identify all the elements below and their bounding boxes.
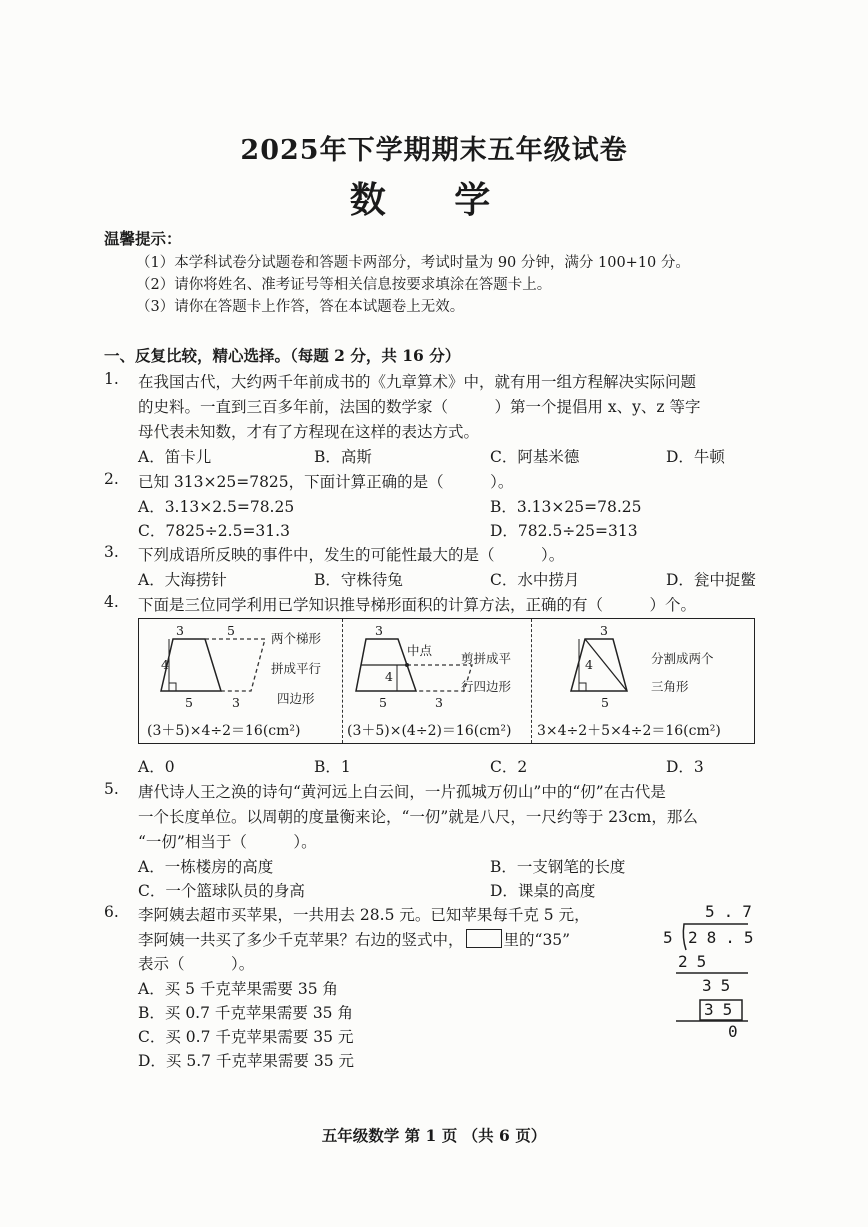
- question-text: “一仞”相当于（ ）。: [138, 833, 317, 851]
- remainder: 0: [728, 1022, 747, 1041]
- option-b: B．守株待兔: [314, 571, 403, 589]
- dividend: 28.5: [688, 928, 763, 947]
- question-text: 已知 313×25=7825，下面计算正确的是（ ）。: [138, 473, 514, 491]
- option-b: B．1: [314, 758, 351, 776]
- question-text: 一个长度单位。以周朝的度量衡来论，“一仞”就是八尺，一尺约等于 23cm，那么: [138, 808, 698, 826]
- caption-line: 四边形: [277, 691, 315, 706]
- dimension-label: 5: [601, 695, 609, 710]
- dimension-label: 4: [385, 669, 393, 684]
- option-b: B．3.13×25=78.25: [490, 498, 642, 516]
- option-d: D．782.5÷25=313: [490, 522, 638, 540]
- option-a: A．3.13×2.5=78.25: [138, 498, 295, 516]
- question-text: 李阿姨一共买了多少千克苹果？右边的竖式中， 里的“35”: [138, 931, 571, 949]
- question-text: 的史料。一直到三百多年前，法国的数学家（ ）第一个提倡用 x、y、z 等字: [138, 398, 701, 416]
- question-number: 4.: [104, 593, 119, 611]
- option-b: B．一支钢笔的长度: [490, 858, 626, 876]
- question-text: 李阿姨去超市买苹果，一共用去 28.5 元。已知苹果每千克 5 元，: [138, 906, 590, 924]
- notice-item-3: （3）请你在答题卡上作答，答在本试题卷上无效。: [136, 299, 465, 315]
- question-text: 下面是三位同学利用已学知识推导梯形面积的计算方法，正确的有（ ）个。: [138, 596, 697, 614]
- dimension-label: 3: [232, 695, 240, 710]
- option-a: A．笛卡儿: [138, 448, 212, 466]
- option-b: B．高斯: [314, 448, 372, 466]
- highlight-box: [466, 929, 502, 948]
- subtract-step: 35: [702, 976, 740, 995]
- subject-title: 数 学: [349, 179, 519, 221]
- option-c: C．买 0.7 千克苹果需要 35 元: [138, 1028, 354, 1046]
- question-number: 2.: [104, 470, 119, 488]
- option-a: A．买 5 千克苹果需要 35 角: [138, 980, 338, 998]
- exam-title: 2025年下学期期末五年级试卷: [240, 135, 628, 166]
- option-c: C．水中捞月: [490, 571, 580, 589]
- option-b: B．买 0.7 千克苹果需要 35 角: [138, 1004, 353, 1022]
- option-d: D．瓮中捉鳖: [666, 571, 756, 589]
- question-number: 5.: [104, 780, 119, 798]
- formula: (3＋5)×(4÷2)＝16(cm²): [347, 723, 512, 739]
- option-c: C．阿基米德: [490, 448, 580, 466]
- caption-line: 分割成两个: [651, 651, 714, 666]
- notice-heading: 温馨提示：: [104, 229, 182, 248]
- dimension-label: 5: [227, 623, 235, 638]
- caption-line: 剪拼成平: [461, 651, 512, 666]
- option-d: D．牛顿: [666, 448, 725, 466]
- dimension-label: 4: [161, 657, 169, 672]
- dimension-label: 3: [600, 623, 608, 638]
- dimension-label: 5: [185, 695, 193, 710]
- option-d: D．课桌的高度: [490, 882, 596, 900]
- notice-item-2: （2）请你将姓名、准考证号等相关信息按要求填涂在答题卡上。: [136, 277, 552, 293]
- page-footer: 五年级数学 第 1 页 （共 6 页）: [321, 1126, 547, 1145]
- section-heading: 一、反复比较，精心选择。（每题 2 分，共 16 分）: [104, 346, 461, 365]
- dimension-label: 4: [585, 657, 593, 672]
- option-a: A．一栋楼房的高度: [138, 858, 274, 876]
- dimension-label: 5: [379, 695, 387, 710]
- highlighted-step: 35: [704, 1000, 742, 1019]
- formula: (3＋5)×4÷2＝16(cm²): [147, 723, 301, 739]
- dimension-label: 3: [176, 623, 184, 638]
- question-text: 在我国古代，大约两千年前成书的《九章算术》中，就有用一组方程解决实际问题: [138, 373, 697, 391]
- caption-line: 三角形: [651, 679, 689, 694]
- caption-line: 两个梯形: [271, 631, 322, 646]
- quotient: 5.7: [705, 902, 761, 921]
- dimension-label: 3: [435, 695, 443, 710]
- trapezoid-figure: [138, 618, 755, 744]
- option-c: C．一个篮球队员的身高: [138, 882, 305, 900]
- subtract-step: 25: [678, 952, 716, 971]
- caption-line: 拼成平行: [271, 661, 322, 676]
- option-d: D．买 5.7 千克苹果需要 35 元: [138, 1052, 355, 1070]
- option-c: C．7825÷2.5=31.3: [138, 522, 290, 540]
- formula: 3×4÷2＋5×4÷2＝16(cm²): [537, 723, 721, 739]
- option-a: A．大海捞针: [138, 571, 227, 589]
- notice-item-1: （1）本学科试卷分试题卷和答题卡两部分，考试时量为 90 分钟，满分 100+10 分。: [136, 255, 690, 271]
- question-text: 母代表未知数，才有了方程现在这样的表达方式。: [138, 423, 480, 441]
- dimension-label: 3: [375, 623, 383, 638]
- caption-line: 行四边形: [461, 679, 512, 694]
- question-number: 6.: [104, 903, 119, 921]
- division-bracket: [660, 920, 750, 1025]
- question-text: 表示（ ）。: [138, 955, 255, 973]
- option-a: A．0: [138, 758, 175, 776]
- midpoint-label: 中点: [407, 643, 433, 658]
- option-d: D．3: [666, 758, 704, 776]
- question-text: 下列成语所反映的事件中，发生的可能性最大的是（ ）。: [138, 546, 565, 564]
- question-number: 1.: [104, 370, 119, 388]
- question-text: 唐代诗人王之涣的诗句“黄河远上白云间，一片孤城万仞山”中的“仞”在古代是: [138, 783, 666, 801]
- option-c: C．2: [490, 758, 528, 776]
- question-number: 3.: [104, 543, 119, 561]
- divisor: 5: [663, 928, 682, 947]
